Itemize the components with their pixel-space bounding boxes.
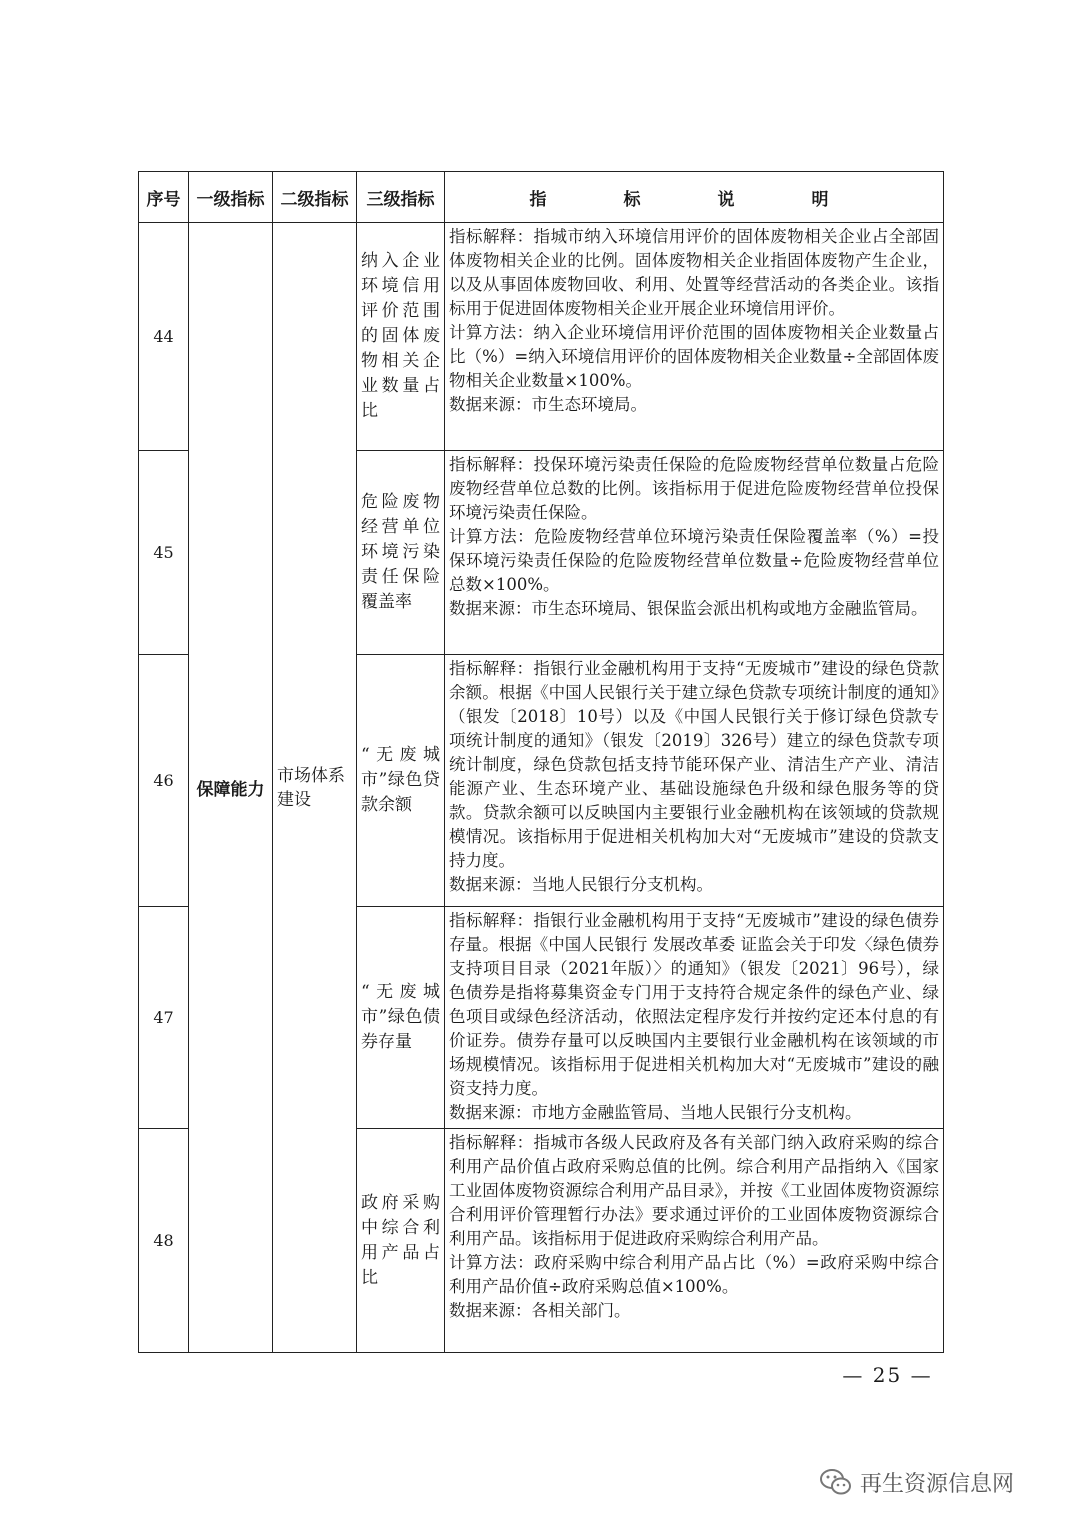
indicator-table bbox=[138, 171, 944, 1353]
row-level3: 政府采购中综合利用产品占比 bbox=[357, 1129, 445, 1353]
row-description bbox=[445, 223, 944, 451]
table-row bbox=[139, 223, 944, 451]
row-level3: “无废城市”绿色债券存量 bbox=[357, 907, 445, 1129]
desc-paragraph: 数据来源：市生态环境局。 bbox=[449, 395, 647, 414]
header-serial: 序号 bbox=[139, 172, 189, 223]
row-description bbox=[445, 655, 944, 907]
page-number: — 25 — bbox=[842, 1363, 933, 1387]
row-level3: 危险废物经营单位环境污染责任保险覆盖率 bbox=[357, 451, 445, 655]
desc-paragraph: 计算方法：危险废物经营单位环境污染责任保险覆盖率（%）=投保环境污染责任保险的危险废物经营单位数量÷危险废物经营单位总数×100%。 bbox=[449, 527, 939, 594]
desc-paragraph: 指标解释：投保环境污染责任保险的危险废物经营单位数量占危险废物经营单位总数的比例。该指标用于促进危险废物经营单位投保环境污染责任保险。 bbox=[449, 455, 939, 522]
desc-paragraph: 数据来源：当地人民银行分支机构。 bbox=[449, 875, 713, 894]
row-description bbox=[445, 1129, 944, 1353]
desc-paragraph: 指标解释：指银行业金融机构用于支持“无废城市”建设的绿色债券存量。根据《中国人民银行 发展改革委 证监会关于印发〈绿色债券支持项目目录（2021年版）〉的通知》（银发〔2021〕96号），绿色债券是指将募集资金专门用于支持符合规定条件的绿色产业、绿色项目或绿色经济活动，依照法定程序发行并按约定还本付息的有价证券。债券存量可以反映国内主要银行业金融机构在该领域的市场规模情况。该指标用于促进相关机构加大对“无废城市”建设的融资支持力度。 bbox=[449, 911, 939, 1098]
desc-paragraph: 指标解释：指银行业金融机构用于支持“无废城市”建设的绿色贷款余额。根据《中国人民银行关于建立绿色贷款专项统计制度的通知》（银发〔2018〕10号）以及《中国人民银行关于修订绿色贷款专项统计制度的通知》（银发〔2019〕326号）建立的绿色贷款专项统计制度，绿色贷款包括支持节能环保产业、清洁生产产业、清洁能源产业、生态环境产业、基础设施绿色升级和绿色服务等的贷款。贷款余额可以反映国内主要银行业金融机构在该领域的贷款规模情况。该指标用于促进相关机构加大对“无废城市”建设的贷款支持力度。 bbox=[449, 659, 939, 870]
watermark bbox=[820, 1462, 1014, 1502]
indicator-table-container bbox=[138, 171, 943, 1353]
row-serial: 45 bbox=[139, 451, 189, 655]
header-level2: 二级指标 bbox=[273, 172, 357, 223]
row-description bbox=[445, 907, 944, 1129]
table-header-row bbox=[139, 172, 944, 223]
desc-paragraph: 指标解释：指城市各级人民政府及各有关部门纳入政府采购的综合利用产品价值占政府采购总值的比例。综合利用产品指纳入《国家工业固体废物资源综合利用产品目录》，并按《工业固体废物资源综合利用评价管理暂行办法》要求通过评价的工业固体废物资源综合利用产品。该指标用于促进政府采购综合利用产品。 bbox=[449, 1133, 939, 1248]
header-level1: 一级指标 bbox=[189, 172, 273, 223]
row-serial: 46 bbox=[139, 655, 189, 907]
watermark-text: 再生资源信息网 bbox=[860, 1471, 1015, 1497]
row-level3: “无废城市”绿色贷款余额 bbox=[357, 655, 445, 907]
header-level3: 三级指标 bbox=[357, 172, 445, 223]
desc-paragraph: 计算方法：政府采购中综合利用产品占比（%）=政府采购中综合利用产品价值÷政府采购总值×100%。 bbox=[449, 1253, 939, 1296]
row-serial: 48 bbox=[139, 1129, 189, 1353]
desc-paragraph: 计算方法：纳入企业环境信用评价范围的固体废物相关企业数量占比（%）=纳入环境信用评价的固体废物相关企业数量÷全部固体废物相关企业数量×100%。 bbox=[449, 323, 939, 390]
header-description: 指 标 说 明 bbox=[445, 172, 944, 223]
row-level3: 纳入企业环境信用评价范围的固体废物相关企业数量占比 bbox=[357, 223, 445, 451]
row-description bbox=[445, 451, 944, 655]
level1-indicator: 保障能力 bbox=[189, 223, 273, 1353]
desc-paragraph: 指标解释：指城市纳入环境信用评价的固体废物相关企业占全部固体废物相关企业的比例。固体废物相关企业指固体废物产生企业，以及从事固体废物回收、利用、处置等经营活动的各类企业。该指标用于促进固体废物相关企业开展企业环境信用评价。 bbox=[449, 227, 939, 318]
row-serial: 44 bbox=[139, 223, 189, 451]
level2-indicator: 市场体系建设 bbox=[273, 223, 357, 1353]
desc-paragraph: 数据来源：各相关部门。 bbox=[449, 1301, 631, 1320]
wechat-icon bbox=[820, 1468, 852, 1496]
row-serial: 47 bbox=[139, 907, 189, 1129]
desc-paragraph: 数据来源：市地方金融监管局、当地人民银行分支机构。 bbox=[449, 1103, 862, 1122]
desc-paragraph: 数据来源：市生态环境局、银保监会派出机构或地方金融监管局。 bbox=[449, 599, 928, 618]
